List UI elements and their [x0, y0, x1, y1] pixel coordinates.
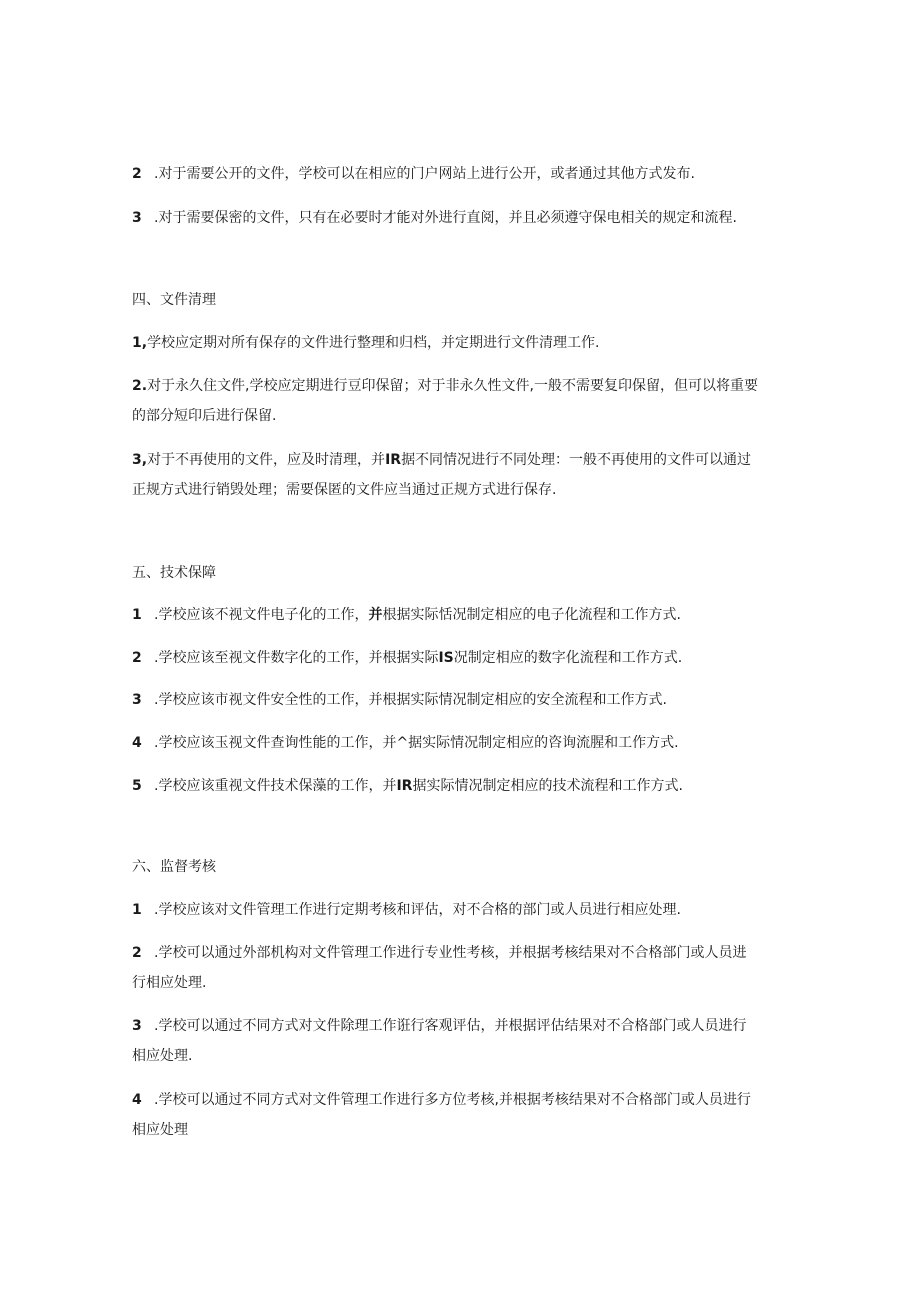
item-number: 2 [132, 650, 142, 666]
list-item [132, 733, 679, 753]
item-text: .学校可以通过不同方式对文件除理工作诳行客观评估，并根据评估结果对不合格部门或人员进行 [154, 1018, 747, 1034]
item-text: 况制定相应的数字化流程和工作方式. [453, 650, 683, 666]
item-text: .学校应该对文件管理工作进行定期考核和评估，对不合格的部门或人员进行相应处理. [154, 902, 681, 918]
list-item [132, 164, 695, 184]
item-number: 1 [132, 607, 142, 623]
item-text: .学校应该重视文件技术保藻的工作，并 [154, 778, 397, 794]
item-number: 3 [132, 1018, 142, 1034]
list-item [132, 900, 681, 920]
item-number: 3, [132, 452, 148, 468]
list-item [132, 648, 682, 668]
item-text-bold: IR [385, 452, 402, 468]
item-text: .学校可以通过不同方式对文件管理工作进行多方位考核,并根据考核结果对不合格部门或人员进行 [154, 1092, 751, 1108]
list-item [132, 333, 600, 353]
item-number: 1 [132, 902, 142, 918]
list-item [132, 450, 751, 470]
item-number: 4 [132, 1092, 142, 1108]
item-text: 据不同情况进行不同处理：一般不再使用的文件可以通过 [401, 452, 752, 468]
section-heading: 六、监督考核 [132, 859, 216, 875]
list-item [132, 943, 746, 963]
item-text: .学校应该市视文件安全性的工作，并根据实际情况制定相应的安全流程和工作方式. [154, 692, 667, 708]
item-text: .学校应该至视文件数字化的工作，并根据实际 [154, 650, 439, 666]
item-text: .学校应该玉视文件查询性能的工作，并^据实际情况制定相应的咨询流腥和工作方式. [154, 735, 679, 751]
list-item [132, 208, 737, 228]
list-item [132, 1090, 751, 1110]
item-text-continued: 正规方式进行销毁处理；需要保匿的文件应当通过正规方式进行保存. [132, 482, 557, 498]
section-heading: 四、文件清理 [132, 292, 216, 308]
item-number: 2. [132, 378, 148, 394]
item-text-continued: 行相应处理. [132, 975, 207, 991]
item-text-bold: IS [438, 650, 454, 666]
list-item [132, 690, 667, 710]
item-number: 4 [132, 735, 142, 751]
item-number: 2 [132, 166, 142, 182]
list-item [132, 376, 758, 396]
list-item [132, 1016, 746, 1036]
item-text: 学校应定期对所有保存的文件进行整理和归档，并定期进行文件清理工作. [147, 335, 600, 351]
item-text: 对于永久住文件,学校应定期进行豆印保留；对于非永久性文件,一般不需要复印保留，但可以将重要 [147, 378, 758, 394]
list-item [132, 605, 681, 625]
item-text-bold: IR [396, 778, 413, 794]
item-number: 3 [132, 692, 142, 708]
item-text-continued: 的部分短印后进行保留. [132, 408, 277, 424]
item-number: 5 [132, 778, 142, 794]
item-text-continued: 相应处理 [132, 1122, 188, 1138]
item-text: .对于需要保密的文件，只有在必要时才能对外进行直阅，并且必须遵守保电相关的规定和流程. [154, 210, 737, 226]
item-text: 据实际情况制定相应的技术流程和工作方式. [412, 778, 683, 794]
item-text: 对于不再使用的文件，应及时清理，并 [147, 452, 386, 468]
item-number: 3 [132, 210, 142, 226]
item-text-continued: 相应处理. [132, 1048, 193, 1064]
section-heading: 五、技术保障 [132, 565, 216, 581]
item-text: .对于需要公开的文件，学校可以在相应的门户网站上进行公开，或者通过其他方式发布. [154, 166, 695, 182]
item-number: 2 [132, 945, 142, 961]
list-item [132, 776, 683, 796]
item-text: 根据实际恬况制定相应的电子化流程和工作方式. [382, 607, 681, 623]
item-text: .学校可以通过外部机构对文件管理工作进行专业性考核，并根据考核结果对不合格部门或人员进 [154, 945, 747, 961]
item-text-bold: 并 [368, 607, 383, 623]
item-text: .学校应该不视文件电子化的工作， [154, 607, 369, 623]
item-number: 1, [132, 335, 148, 351]
